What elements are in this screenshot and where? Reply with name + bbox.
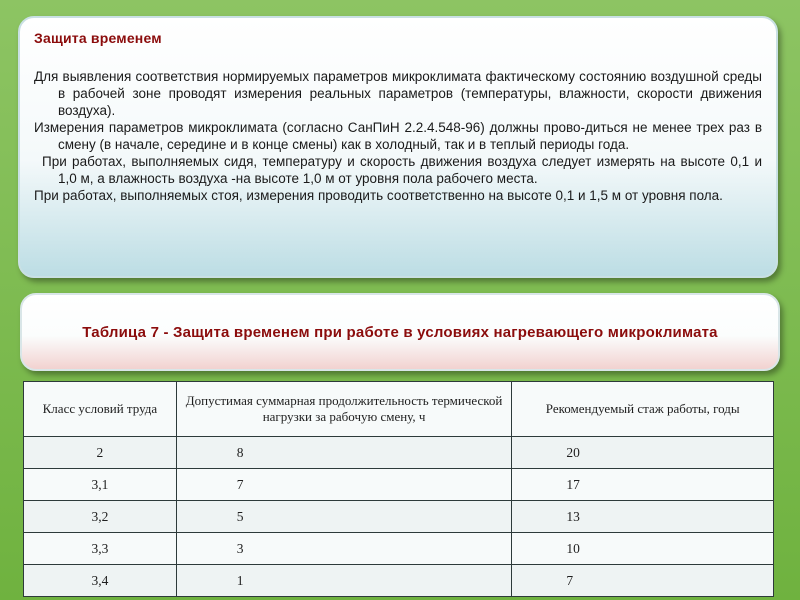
cell-class: 2: [24, 437, 177, 469]
table-row: [24, 469, 774, 501]
cell-experience: 17: [512, 469, 774, 501]
table-row: [24, 501, 774, 533]
cell-duration: 5: [176, 501, 512, 533]
cell-class: 3,1: [24, 469, 177, 501]
cell-class: 3,4: [24, 565, 177, 597]
cell-class: 3,3: [24, 533, 177, 565]
table-row: [24, 533, 774, 565]
cell-experience: 13: [512, 501, 774, 533]
table-row: [24, 565, 774, 597]
paragraph-measurement-frequency: Измерения параметров микроклимата (согласно СанПиН 2.2.4.548-96) должны прово-диться не менее трех раз в смену (в начале, середине и в конце смены) как в холодный, так и в теплый периоды года.: [34, 120, 762, 152]
column-header-experience: Рекомендуемый стаж работы, годы: [512, 382, 774, 437]
cell-experience: 7: [512, 565, 774, 597]
table-header-row: [24, 382, 774, 437]
table-banner: [20, 293, 780, 371]
info-panel-title: Защита временем: [34, 30, 162, 46]
column-header-duration: Допустимая суммарная продолжительность термической нагрузки за рабочую смену, ч: [176, 382, 512, 437]
cell-duration: 1: [176, 565, 512, 597]
cell-experience: 10: [512, 533, 774, 565]
cell-class: 3,2: [24, 501, 177, 533]
table-title: Таблица 7 - Защита временем при работе в условиях нагревающего микроклимата: [82, 323, 718, 341]
paragraph-seated-work: При работах, выполняемых сидя, температуру и скорость движения воздуха следует измерять на высоте 0,1 и 1,0 м, а влажность воздуха -на высоте 1,0 м от уровня пола рабочего места.: [42, 154, 762, 186]
info-panel: [18, 16, 778, 278]
paragraph-standing-work: При работах, выполняемых стоя, измерения проводить соответственно на высоте 0,1 и 1,5 м от уровня пола.: [34, 188, 723, 203]
cell-experience: 20: [512, 437, 774, 469]
cell-duration: 7: [176, 469, 512, 501]
time-protection-table: [23, 381, 774, 597]
cell-duration: 3: [176, 533, 512, 565]
table-row: [24, 437, 774, 469]
paragraph-detection: Для выявления соответствия нормируемых параметров микроклимата фактическому состоянию воздушной среды в рабочей зоне проводят измерения реальных параметров (температуры, влажности, скорости движения воздуха).: [34, 69, 762, 118]
column-header-class: Класс условий труда: [24, 382, 177, 437]
cell-duration: 8: [176, 437, 512, 469]
